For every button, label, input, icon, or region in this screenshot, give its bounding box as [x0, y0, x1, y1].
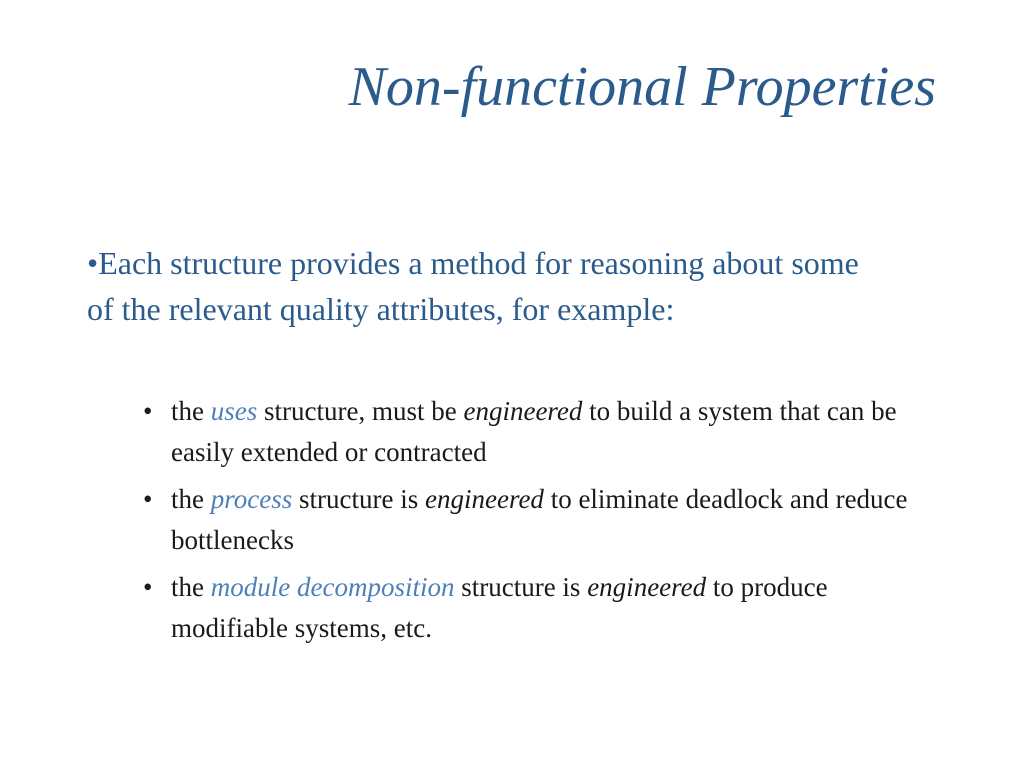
sub-bullet-process — [143, 479, 943, 561]
sub-bullet-prefix: the — [171, 396, 211, 426]
main-bullet-text: Each structure provides a method for reasoning about some of the relevant quality attributes, for example: — [87, 245, 859, 327]
sub-bullet-prefix: the — [171, 484, 211, 514]
sub-bullet-uses — [143, 391, 943, 473]
sub-bullet-prefix: the — [171, 572, 211, 602]
sub-bullet-middle: structure is — [454, 572, 588, 602]
sub-bullet-suffix: to build a system that can be easily extended or contracted — [171, 396, 897, 467]
main-bullet-marker: • — [87, 245, 99, 281]
structure-name: uses — [210, 396, 258, 426]
sub-bullet-module-decomposition — [143, 567, 943, 649]
emphasis-text: engineered — [463, 396, 583, 426]
sub-bullet-suffix: to produce modifiable systems, etc. — [171, 572, 828, 643]
sub-bullet-marker: • — [143, 484, 153, 514]
emphasis-text: engineered — [424, 484, 544, 514]
sub-bullet-list — [143, 391, 943, 655]
slide-title: Non-functional Properties — [348, 56, 936, 118]
sub-bullet-middle: structure is — [292, 484, 425, 514]
emphasis-text: engineered — [587, 572, 707, 602]
main-bullet — [87, 240, 887, 332]
structure-name: module decomposition — [210, 572, 455, 602]
sub-bullet-marker: • — [143, 572, 153, 602]
sub-bullet-marker: • — [143, 396, 153, 426]
sub-bullet-suffix: to eliminate deadlock and reduce bottlenecks — [171, 484, 908, 555]
sub-bullet-middle: structure, must be — [257, 396, 464, 426]
structure-name: process — [210, 484, 293, 514]
